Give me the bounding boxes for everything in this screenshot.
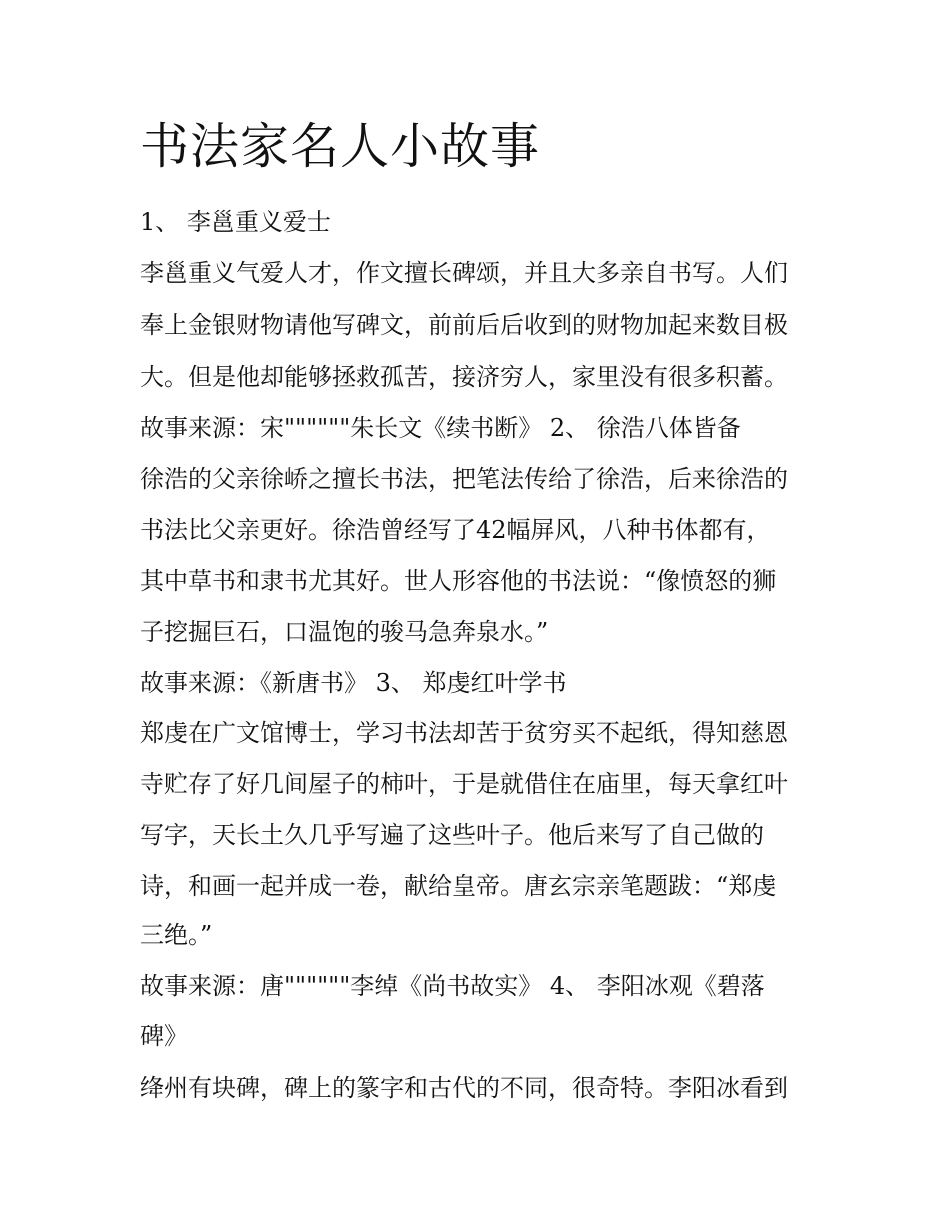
source-line: 故事来源：唐""""""李绰《尚书故实》 4、 李阳冰观《碧落 [140, 972, 765, 1000]
paragraph-line: 大。但是他却能够拯救孤苦，接济穷人，家里没有很多积蓄。 [140, 363, 788, 391]
paragraph-line: 李邕重义气爱人才，作文擅长碑颂，并且大多亲自书写。人们 [140, 259, 788, 287]
paragraph-line: 碑》 [140, 1022, 188, 1050]
paragraph-line: 其中草书和隶书尤其好。世人形容他的书法说：“像愤怒的狮 [140, 567, 777, 595]
paragraph-line: 写字，天长土久几乎写遍了这些叶子。他后来写了自己做的 [140, 821, 764, 849]
source-line: 故事来源：宋""""""朱长文《续书断》 2、 徐浩八体皆备 [140, 414, 741, 442]
paragraph-line: 徐浩的父亲徐峤之擅长书法，把笔法传给了徐浩，后来徐浩的 [140, 465, 788, 493]
source-line: 故事来源：《新唐书》 3、 郑虔红叶学书 [140, 669, 567, 697]
document-title: 书法家名人小故事 [140, 118, 541, 175]
paragraph-line: 三绝。” [140, 921, 213, 949]
paragraph-line: 书法比父亲更好。徐浩曾经写了42幅屏风，八种书体都有， [140, 516, 771, 544]
paragraph-line: 郑虔在广文馆博士，学习书法却苦于贫穷买不起纸，得知慈恩 [140, 719, 788, 747]
section-heading-1: 1、 李邕重义爱士 [140, 208, 331, 236]
paragraph-line: 诗，和画一起并成一卷，献给皇帝。唐玄宗亲笔题跋：“郑虔 [140, 872, 777, 900]
paragraph-line: 奉上金银财物请他写碑文，前前后后收到的财物加起来数目极 [140, 311, 788, 339]
paragraph-line: 寺贮存了好几间屋子的柿叶，于是就借住在庙里，每天拿红叶 [140, 770, 788, 798]
paragraph-line: 子挖掘巨石，口温饱的骏马急奔泉水。” [140, 618, 549, 646]
paragraph-line: 绛州有块碑，碑上的篆字和古代的不同，很奇特。李阳冰看到 [140, 1074, 788, 1102]
